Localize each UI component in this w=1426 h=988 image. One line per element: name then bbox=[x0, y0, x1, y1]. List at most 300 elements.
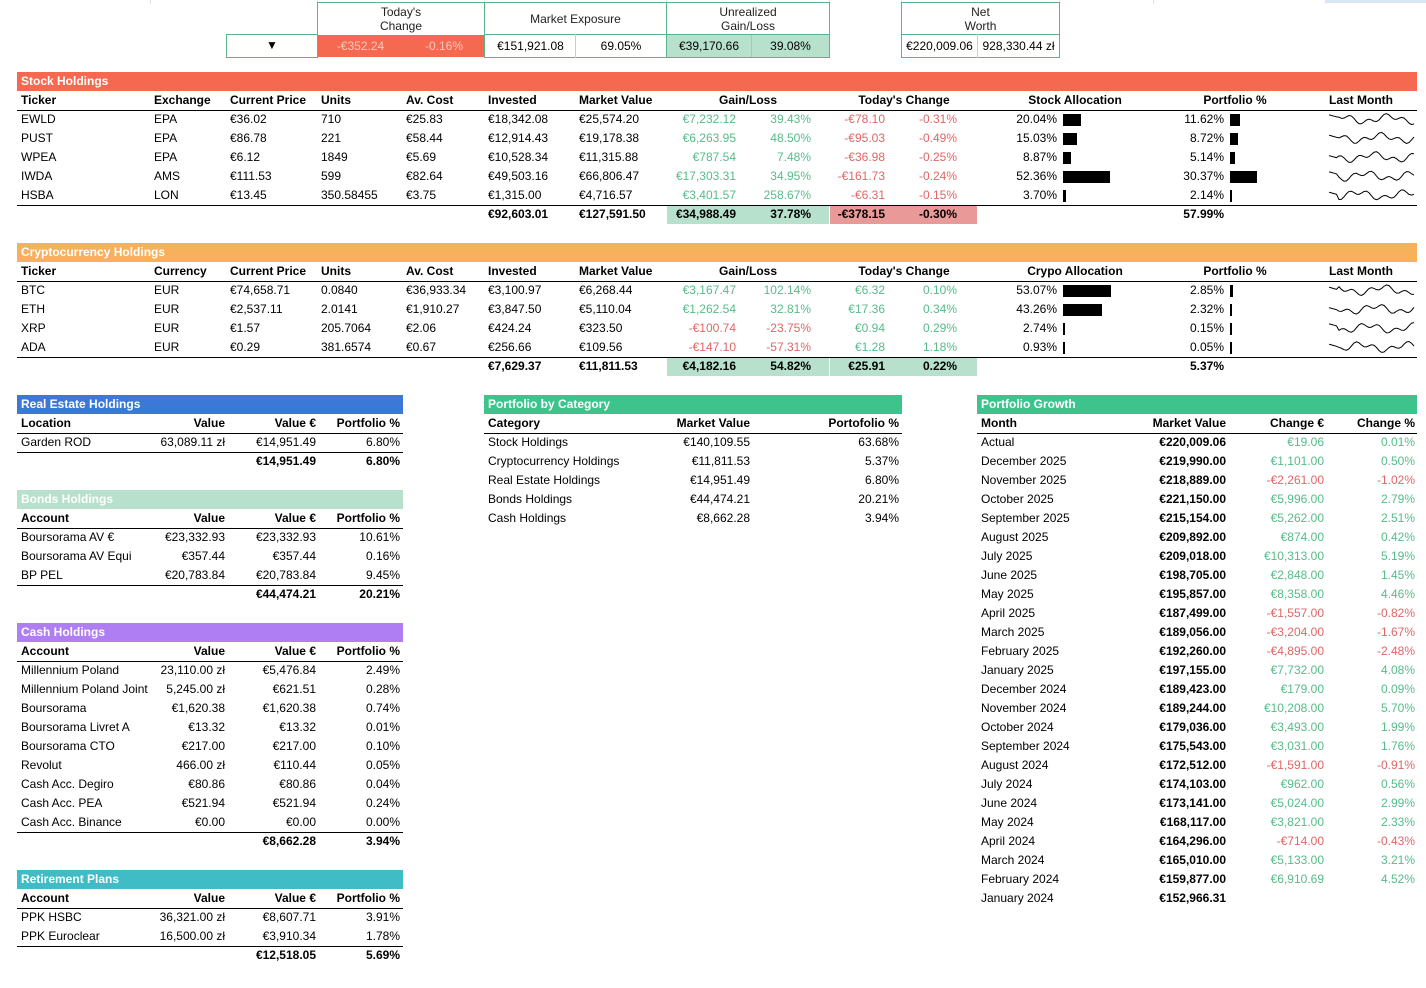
category-value[interactable]: €14,951.49 bbox=[689, 473, 750, 487]
invested-cell[interactable]: €424.24 bbox=[488, 321, 532, 335]
growth-market-value[interactable]: €221,150.00 bbox=[1159, 492, 1226, 506]
market-value-cell[interactable]: €5,110.04 bbox=[579, 302, 632, 316]
growth-month[interactable]: March 2024 bbox=[981, 853, 1045, 867]
growth-change-pct[interactable]: 0.56% bbox=[1380, 777, 1415, 791]
units-cell[interactable]: 221 bbox=[321, 131, 342, 145]
growth-market-value[interactable]: €187,499.00 bbox=[1159, 606, 1226, 620]
col-header[interactable]: Value € bbox=[274, 891, 316, 905]
units-cell[interactable]: 205.7064 bbox=[321, 321, 372, 335]
growth-month[interactable]: August 2024 bbox=[981, 758, 1049, 772]
col-header[interactable]: Today's Change bbox=[858, 93, 950, 107]
col-header[interactable]: Value bbox=[193, 644, 225, 658]
growth-change-pct[interactable]: 2.99% bbox=[1380, 796, 1415, 810]
allocation-cell[interactable]: 0.93% bbox=[1022, 340, 1057, 354]
total-portfolio-pct[interactable]: 5.69% bbox=[365, 948, 400, 962]
value-cell[interactable]: 23,110.00 zł bbox=[160, 663, 225, 677]
market-value-cell[interactable]: €25,574.20 bbox=[579, 112, 640, 126]
value-eur-cell[interactable]: €1,620.38 bbox=[262, 701, 316, 715]
total-portfolio-pct[interactable]: 5.37% bbox=[1189, 359, 1224, 373]
gain-loss-cell[interactable]: €7,232.12 bbox=[682, 112, 736, 126]
growth-market-value[interactable]: €175,543.00 bbox=[1159, 739, 1226, 753]
value-cell[interactable]: €217.00 bbox=[181, 739, 225, 753]
total-market-value[interactable]: €127,591.50 bbox=[579, 207, 646, 221]
units-cell[interactable]: 599 bbox=[321, 169, 342, 183]
todays-change-cell[interactable]: -€95.03 bbox=[844, 131, 885, 145]
account-cell[interactable]: Cash Acc. Binance bbox=[21, 815, 122, 829]
growth-month[interactable]: December 2025 bbox=[981, 454, 1067, 468]
growth-change-pct[interactable]: -2.48% bbox=[1376, 644, 1415, 658]
growth-change-pct[interactable]: 1.99% bbox=[1380, 720, 1415, 734]
avcost-cell[interactable]: €5.69 bbox=[406, 150, 437, 164]
growth-change-eur[interactable]: -€1,557.00 bbox=[1266, 606, 1324, 620]
ticker-cell[interactable]: ETH bbox=[21, 302, 45, 316]
account-cell[interactable]: Boursorama Livret A bbox=[21, 720, 130, 734]
growth-change-eur[interactable]: €5,996.00 bbox=[1270, 492, 1324, 506]
col-header[interactable]: Portofolio % bbox=[828, 416, 899, 430]
market-value-cell[interactable]: €4,716.57 bbox=[579, 188, 633, 202]
net-worth-pln[interactable]: 928,330.44 zł bbox=[982, 39, 1055, 53]
portfolio-pct-cell[interactable]: 0.05% bbox=[365, 758, 400, 772]
allocation-cell[interactable]: 2.74% bbox=[1022, 321, 1057, 335]
portfolio-pct-cell[interactable]: 11.62% bbox=[1184, 112, 1224, 126]
col-header[interactable]: Portfolio % bbox=[336, 416, 400, 430]
allocation-cell[interactable]: 20.04% bbox=[1016, 112, 1057, 126]
ticker-cell[interactable]: ADA bbox=[21, 340, 46, 354]
col-header[interactable]: Ticker bbox=[21, 93, 57, 107]
growth-change-eur[interactable]: €179.00 bbox=[1280, 682, 1324, 696]
value-cell[interactable]: 63,089.11 zł bbox=[160, 435, 225, 449]
col-header[interactable]: Ticker bbox=[21, 264, 57, 278]
todays-change-cell[interactable]: €17.36 bbox=[848, 302, 885, 316]
col-header[interactable]: Portfolio % bbox=[336, 891, 400, 905]
growth-change-pct[interactable]: 2.51% bbox=[1380, 511, 1415, 525]
col-header[interactable]: Month bbox=[981, 416, 1017, 430]
price-cell[interactable]: €2,537.11 bbox=[230, 302, 283, 316]
category-value[interactable]: €44,474.21 bbox=[689, 492, 750, 506]
value-cell[interactable]: €521.94 bbox=[181, 796, 225, 810]
growth-month[interactable]: January 2024 bbox=[981, 891, 1054, 905]
gain-loss-pct-cell[interactable]: 32.81% bbox=[770, 302, 811, 316]
growth-change-pct[interactable]: 0.09% bbox=[1380, 682, 1415, 696]
todays-change-value[interactable]: -€352.24 bbox=[336, 39, 385, 53]
exchange-cell[interactable]: LON bbox=[154, 188, 179, 202]
total-market-value[interactable]: €11,811.53 bbox=[579, 359, 638, 373]
value-cell[interactable]: €13.32 bbox=[188, 720, 225, 734]
growth-change-eur[interactable]: €874.00 bbox=[1280, 530, 1324, 544]
growth-month[interactable]: Actual bbox=[981, 435, 1015, 449]
invested-cell[interactable]: €3,100.97 bbox=[488, 283, 542, 297]
growth-month[interactable]: January 2025 bbox=[981, 663, 1054, 677]
total-portfolio-pct[interactable]: 57.99% bbox=[1183, 207, 1224, 221]
growth-change-pct[interactable] bbox=[1330, 889, 1415, 908]
total-invested[interactable]: €92,603.01 bbox=[488, 207, 549, 221]
todays-change-pct-cell[interactable]: -0.15% bbox=[918, 188, 957, 202]
growth-market-value[interactable]: €168,117.00 bbox=[1159, 815, 1226, 829]
col-header[interactable]: Market Value bbox=[579, 93, 653, 107]
total-todays-change-pct[interactable]: 0.22% bbox=[922, 359, 957, 373]
growth-change-eur[interactable]: €962.00 bbox=[1280, 777, 1324, 791]
col-header[interactable]: Portfolio % bbox=[1203, 93, 1267, 107]
gain-loss-pct-cell[interactable]: 7.48% bbox=[776, 150, 811, 164]
total-gain-loss[interactable]: €34,988.49 bbox=[675, 207, 736, 221]
units-cell[interactable]: 350.58455 bbox=[321, 188, 378, 202]
col-header[interactable]: Account bbox=[21, 644, 69, 658]
account-cell[interactable]: Boursorama bbox=[21, 701, 87, 715]
account-cell[interactable]: PPK HSBC bbox=[21, 910, 82, 924]
price-cell[interactable]: €36.02 bbox=[230, 112, 267, 126]
gain-loss-cell[interactable]: €6,263.95 bbox=[682, 131, 736, 145]
value-cell[interactable]: €357.44 bbox=[181, 549, 225, 563]
growth-month[interactable]: June 2024 bbox=[981, 796, 1038, 810]
avcost-cell[interactable]: €82.64 bbox=[406, 169, 443, 183]
col-header[interactable]: Value bbox=[193, 416, 225, 430]
category-name[interactable]: Stock Holdings bbox=[488, 435, 569, 449]
todays-change-pct-cell[interactable]: 1.18% bbox=[922, 340, 957, 354]
allocation-cell[interactable]: 53.07% bbox=[1016, 283, 1057, 297]
avcost-cell[interactable]: €36,933.34 bbox=[406, 283, 467, 297]
portfolio-pct-cell[interactable]: 0.16% bbox=[365, 549, 400, 563]
growth-change-eur[interactable]: €19.06 bbox=[1287, 435, 1324, 449]
value-eur-cell[interactable]: €621.51 bbox=[272, 682, 316, 696]
invested-cell[interactable]: €10,528.34 bbox=[488, 150, 549, 164]
growth-month[interactable]: February 2024 bbox=[981, 872, 1060, 886]
col-header[interactable]: Location bbox=[21, 416, 71, 430]
value-cell[interactable]: €0.00 bbox=[194, 815, 225, 829]
total-value-eur[interactable]: €44,474.21 bbox=[255, 587, 316, 601]
portfolio-pct-cell[interactable]: 0.74% bbox=[365, 701, 400, 715]
portfolio-pct-cell[interactable]: 2.85% bbox=[1189, 283, 1224, 297]
growth-change-eur[interactable]: -€714.00 bbox=[1276, 834, 1324, 848]
ticker-cell[interactable]: EWLD bbox=[21, 112, 56, 126]
todays-change-cell[interactable]: €6.32 bbox=[854, 283, 885, 297]
col-header[interactable]: Category bbox=[488, 416, 541, 430]
growth-market-value[interactable]: €172,512.00 bbox=[1159, 758, 1226, 772]
price-cell[interactable]: €0.29 bbox=[230, 340, 261, 354]
ticker-cell[interactable]: WPEA bbox=[21, 150, 57, 164]
todays-change-pct-cell[interactable]: 0.29% bbox=[922, 321, 957, 335]
todays-change-pct-cell[interactable]: 0.34% bbox=[922, 302, 957, 316]
total-gain-loss-pct[interactable]: 54.82% bbox=[770, 359, 811, 373]
gain-loss-cell[interactable]: €3,167.47 bbox=[682, 283, 736, 297]
growth-market-value[interactable]: €209,892.00 bbox=[1159, 530, 1226, 544]
avcost-cell[interactable]: €0.67 bbox=[406, 340, 437, 354]
col-header[interactable]: Crypo Allocation bbox=[1027, 264, 1123, 278]
category-pct[interactable]: 63.68% bbox=[858, 435, 899, 449]
ticker-cell[interactable]: HSBA bbox=[21, 188, 54, 202]
growth-change-eur[interactable]: €8,358.00 bbox=[1270, 587, 1324, 601]
growth-change-eur[interactable]: €5,133.00 bbox=[1270, 853, 1324, 867]
col-header[interactable]: Market Value bbox=[676, 416, 750, 430]
growth-market-value[interactable]: €189,056.00 bbox=[1159, 625, 1226, 639]
col-header[interactable]: Value € bbox=[274, 644, 316, 658]
category-value[interactable]: €8,662.28 bbox=[696, 511, 750, 525]
col-header[interactable]: Account bbox=[21, 511, 69, 525]
growth-month[interactable]: December 2024 bbox=[981, 682, 1067, 696]
growth-month[interactable]: May 2025 bbox=[981, 587, 1034, 601]
value-cell[interactable]: €23,332.93 bbox=[164, 530, 225, 544]
portfolio-pct-cell[interactable]: 30.37% bbox=[1183, 169, 1224, 183]
growth-market-value[interactable]: €159,877.00 bbox=[1159, 872, 1226, 886]
value-cell[interactable]: 466.00 zł bbox=[176, 758, 225, 772]
allocation-cell[interactable]: 52.36% bbox=[1016, 169, 1057, 183]
portfolio-pct-cell[interactable]: 2.49% bbox=[365, 663, 400, 677]
growth-market-value[interactable]: €189,423.00 bbox=[1159, 682, 1226, 696]
value-eur-cell[interactable]: €521.94 bbox=[272, 796, 316, 810]
col-header[interactable]: Change % bbox=[1356, 416, 1415, 430]
value-eur-cell[interactable]: €0.00 bbox=[285, 815, 316, 829]
exchange-cell[interactable]: EPA bbox=[154, 112, 178, 126]
todays-change-pct-cell[interactable]: -0.24% bbox=[918, 169, 957, 183]
col-header[interactable]: Value bbox=[193, 511, 225, 525]
growth-change-eur[interactable]: €2,848.00 bbox=[1270, 568, 1324, 582]
todays-change-cell[interactable]: €0.94 bbox=[854, 321, 885, 335]
market-value-cell[interactable]: €6,268.44 bbox=[579, 283, 633, 297]
price-cell[interactable]: €86.78 bbox=[230, 131, 267, 145]
exchange-cell[interactable]: EUR bbox=[154, 340, 180, 354]
growth-market-value[interactable]: €198,705.00 bbox=[1159, 568, 1226, 582]
growth-change-eur[interactable]: €3,493.00 bbox=[1270, 720, 1324, 734]
account-cell[interactable]: Millennium Poland Joint bbox=[21, 682, 148, 696]
growth-market-value[interactable]: €192,260.00 bbox=[1159, 644, 1226, 658]
portfolio-pct-cell[interactable]: 2.14% bbox=[1189, 188, 1224, 202]
portfolio-pct-cell[interactable]: 8.72% bbox=[1189, 131, 1224, 145]
dropdown-arrow-icon[interactable]: ▼ bbox=[266, 38, 278, 52]
value-eur-cell[interactable]: €357.44 bbox=[272, 549, 316, 563]
net-worth-eur[interactable]: €220,009.06 bbox=[906, 39, 973, 53]
col-header[interactable]: Portfolio % bbox=[1203, 264, 1267, 278]
growth-market-value[interactable]: €174,103.00 bbox=[1159, 777, 1226, 791]
ticker-cell[interactable]: XRP bbox=[21, 321, 46, 335]
growth-change-pct[interactable]: -0.91% bbox=[1376, 758, 1415, 772]
category-name[interactable]: Bonds Holdings bbox=[488, 492, 573, 506]
col-header[interactable]: Stock Allocation bbox=[1028, 93, 1122, 107]
invested-cell[interactable]: €18,342.08 bbox=[488, 112, 549, 126]
growth-market-value[interactable]: €209,018.00 bbox=[1159, 549, 1226, 563]
todays-change-cell[interactable]: -€78.10 bbox=[844, 112, 885, 126]
col-header[interactable]: Current Price bbox=[230, 93, 307, 107]
category-pct[interactable]: 5.37% bbox=[864, 454, 899, 468]
allocation-cell[interactable]: 43.26% bbox=[1016, 302, 1057, 316]
todays-change-cell[interactable]: -€6.31 bbox=[850, 188, 885, 202]
value-eur-cell[interactable]: €23,332.93 bbox=[255, 530, 316, 544]
category-value[interactable]: €11,811.53 bbox=[691, 454, 750, 468]
account-cell[interactable]: PPK Euroclear bbox=[21, 929, 100, 943]
growth-month[interactable]: September 2025 bbox=[981, 511, 1070, 525]
account-cell[interactable]: Boursorama AV Equi bbox=[21, 549, 132, 563]
category-pct[interactable]: 3.94% bbox=[864, 511, 899, 525]
growth-market-value[interactable]: €195,857.00 bbox=[1159, 587, 1226, 601]
col-header[interactable]: Portfolio % bbox=[336, 511, 400, 525]
account-cell[interactable]: Boursorama AV € bbox=[21, 530, 115, 544]
gain-loss-pct-cell[interactable]: 48.50% bbox=[770, 131, 811, 145]
growth-month[interactable]: November 2025 bbox=[981, 473, 1067, 487]
todays-change-pct-cell[interactable]: -0.25% bbox=[918, 150, 957, 164]
growth-month[interactable]: October 2024 bbox=[981, 720, 1054, 734]
growth-change-eur[interactable]: €1,101.00 bbox=[1270, 454, 1324, 468]
value-eur-cell[interactable]: €110.44 bbox=[273, 758, 316, 772]
invested-cell[interactable]: €1,315.00 bbox=[488, 188, 542, 202]
ticker-cell[interactable]: PUST bbox=[21, 131, 54, 145]
portfolio-pct-cell[interactable]: 0.10% bbox=[365, 739, 400, 753]
market-exposure-pct[interactable]: 69.05% bbox=[600, 39, 642, 53]
growth-market-value[interactable]: €179,036.00 bbox=[1159, 720, 1226, 734]
growth-change-pct[interactable]: 2.33% bbox=[1380, 815, 1415, 829]
total-portfolio-pct[interactable]: 3.94% bbox=[365, 834, 400, 848]
growth-change-pct[interactable]: 3.21% bbox=[1380, 853, 1415, 867]
growth-change-pct[interactable]: -1.02% bbox=[1376, 473, 1415, 487]
exchange-cell[interactable]: AMS bbox=[154, 169, 181, 183]
col-header[interactable]: Value € bbox=[274, 511, 316, 525]
exchange-cell[interactable]: EUR bbox=[154, 302, 180, 316]
total-value-eur[interactable]: €8,662.28 bbox=[262, 834, 316, 848]
growth-change-pct[interactable]: -0.82% bbox=[1376, 606, 1415, 620]
col-header[interactable]: Market Value bbox=[579, 264, 653, 278]
growth-change-pct[interactable]: 0.42% bbox=[1380, 530, 1415, 544]
portfolio-pct-cell[interactable]: 0.04% bbox=[365, 777, 400, 791]
portfolio-pct-cell[interactable]: 3.91% bbox=[365, 910, 400, 924]
allocation-cell[interactable]: 8.87% bbox=[1022, 150, 1057, 164]
portfolio-pct-cell[interactable]: 2.32% bbox=[1189, 302, 1224, 316]
portfolio-pct-cell[interactable]: 9.45% bbox=[365, 568, 400, 582]
growth-change-eur[interactable]: €5,024.00 bbox=[1270, 796, 1324, 810]
growth-month[interactable]: July 2024 bbox=[981, 777, 1033, 791]
growth-market-value[interactable]: €220,009.06 bbox=[1159, 435, 1226, 449]
account-cell[interactable]: BP PEL bbox=[21, 568, 63, 582]
growth-change-eur[interactable]: €6,910.69 bbox=[1270, 872, 1324, 886]
col-header[interactable]: Change € bbox=[1269, 416, 1324, 430]
growth-market-value[interactable]: €215,154.00 bbox=[1159, 511, 1226, 525]
portfolio-pct-cell[interactable]: 0.24% bbox=[365, 796, 400, 810]
value-cell[interactable]: €20,783.84 bbox=[164, 568, 225, 582]
growth-change-pct[interactable]: 5.19% bbox=[1380, 549, 1415, 563]
portfolio-pct-cell[interactable]: 6.80% bbox=[365, 435, 400, 449]
account-cell[interactable]: Cash Acc. Degiro bbox=[21, 777, 114, 791]
col-header[interactable]: Portfolio % bbox=[336, 644, 400, 658]
unrealized-pct[interactable]: 39.08% bbox=[770, 39, 811, 53]
growth-change-eur[interactable]: €5,262.00 bbox=[1270, 511, 1324, 525]
col-header[interactable]: Last Month bbox=[1329, 93, 1393, 107]
value-eur-cell[interactable]: €20,783.84 bbox=[255, 568, 316, 582]
invested-cell[interactable]: €12,914.43 bbox=[488, 131, 549, 145]
total-todays-change[interactable]: -€378.15 bbox=[837, 207, 885, 221]
value-eur-cell[interactable]: €13.32 bbox=[279, 720, 316, 734]
price-cell[interactable]: €1.57 bbox=[230, 321, 261, 335]
col-header[interactable]: Invested bbox=[488, 264, 537, 278]
units-cell[interactable]: 1849 bbox=[321, 150, 348, 164]
value-eur-cell[interactable]: €3,910.34 bbox=[262, 929, 316, 943]
gain-loss-cell[interactable]: -€147.10 bbox=[688, 340, 736, 354]
value-cell[interactable]: 36,321.00 zł bbox=[159, 910, 225, 924]
growth-market-value[interactable]: €189,244.00 bbox=[1159, 701, 1226, 715]
portfolio-pct-cell[interactable]: 0.01% bbox=[365, 720, 400, 734]
growth-change-pct[interactable]: 4.08% bbox=[1380, 663, 1415, 677]
gain-loss-cell[interactable]: €1,262.54 bbox=[682, 302, 736, 316]
col-header[interactable]: Units bbox=[321, 264, 351, 278]
col-header[interactable]: Currency bbox=[154, 264, 207, 278]
value-cell[interactable]: €1,620.38 bbox=[171, 701, 225, 715]
gain-loss-pct-cell[interactable]: 34.95% bbox=[770, 169, 811, 183]
portfolio-pct-cell[interactable]: 0.28% bbox=[365, 682, 400, 696]
growth-month[interactable]: April 2025 bbox=[981, 606, 1036, 620]
total-todays-change[interactable]: €25.91 bbox=[848, 359, 885, 373]
exchange-cell[interactable]: EUR bbox=[154, 321, 180, 335]
value-cell[interactable]: 5,245.00 zł bbox=[166, 682, 225, 696]
growth-change-pct[interactable]: 5.70% bbox=[1380, 701, 1415, 715]
invested-cell[interactable]: €3,847.50 bbox=[488, 302, 542, 316]
growth-month[interactable]: October 2025 bbox=[981, 492, 1054, 506]
gain-loss-cell[interactable]: €17,303.31 bbox=[675, 169, 736, 183]
growth-change-pct[interactable]: -0.43% bbox=[1376, 834, 1415, 848]
avcost-cell[interactable]: €2.06 bbox=[406, 321, 437, 335]
account-cell[interactable]: Revolut bbox=[21, 758, 62, 772]
gain-loss-pct-cell[interactable]: -23.75% bbox=[766, 321, 811, 335]
col-header[interactable]: Value € bbox=[274, 416, 316, 430]
ticker-cell[interactable]: IWDA bbox=[21, 169, 53, 183]
col-header[interactable]: Today's Change bbox=[858, 264, 950, 278]
units-cell[interactable]: 381.6574 bbox=[321, 340, 372, 354]
units-cell[interactable]: 0.0840 bbox=[321, 283, 358, 297]
account-cell[interactable]: Boursorama CTO bbox=[21, 739, 115, 753]
avcost-cell[interactable]: €3.75 bbox=[406, 188, 437, 202]
market-value-cell[interactable]: €19,178.38 bbox=[579, 131, 640, 145]
growth-market-value[interactable]: €218,889.00 bbox=[1159, 473, 1226, 487]
gain-loss-pct-cell[interactable]: 102.14% bbox=[763, 283, 811, 297]
growth-change-eur[interactable]: -€2,261.00 bbox=[1266, 473, 1324, 487]
total-portfolio-pct[interactable]: 6.80% bbox=[365, 454, 400, 468]
market-exposure-value[interactable]: €151,921.08 bbox=[497, 39, 564, 53]
category-name[interactable]: Cryptocurrency Holdings bbox=[488, 454, 620, 468]
total-gain-loss[interactable]: €4,182.16 bbox=[682, 359, 736, 373]
growth-market-value[interactable]: €197,155.00 bbox=[1159, 663, 1226, 677]
portfolio-pct-cell[interactable]: 0.05% bbox=[1189, 340, 1224, 354]
col-header[interactable]: Exchange bbox=[154, 93, 211, 107]
growth-change-eur[interactable]: €3,821.00 bbox=[1270, 815, 1324, 829]
growth-change-eur[interactable]: €10,208.00 bbox=[1263, 701, 1324, 715]
portfolio-pct-cell[interactable]: 1.78% bbox=[365, 929, 400, 943]
invested-cell[interactable]: €256.66 bbox=[488, 340, 532, 354]
growth-change-pct[interactable]: 2.79% bbox=[1380, 492, 1415, 506]
unrealized-value[interactable]: €39,170.66 bbox=[678, 39, 740, 53]
growth-change-pct[interactable]: 4.46% bbox=[1380, 587, 1415, 601]
value-eur-cell[interactable]: €8,607.71 bbox=[262, 910, 316, 924]
allocation-cell[interactable]: 3.70% bbox=[1022, 188, 1057, 202]
gain-loss-cell[interactable]: -€100.74 bbox=[688, 321, 736, 335]
price-cell[interactable]: €74,658.71 bbox=[230, 283, 291, 297]
account-cell[interactable]: Cash Acc. PEA bbox=[21, 796, 103, 810]
col-header[interactable]: Value bbox=[193, 891, 225, 905]
growth-market-value[interactable]: €152,966.31 bbox=[1159, 891, 1226, 905]
exchange-cell[interactable]: EUR bbox=[154, 283, 180, 297]
growth-month[interactable]: May 2024 bbox=[981, 815, 1034, 829]
growth-month[interactable]: April 2024 bbox=[981, 834, 1036, 848]
avcost-cell[interactable]: €58.44 bbox=[406, 131, 443, 145]
total-value-eur[interactable]: €14,951.49 bbox=[255, 454, 316, 468]
value-cell[interactable]: €80.86 bbox=[188, 777, 225, 791]
growth-change-eur[interactable]: €10,313.00 bbox=[1263, 549, 1324, 563]
growth-change-pct[interactable]: 0.50% bbox=[1380, 454, 1415, 468]
growth-change-eur[interactable]: €7,732.00 bbox=[1270, 663, 1324, 677]
market-value-cell[interactable]: €323.50 bbox=[579, 321, 623, 335]
growth-change-pct[interactable]: 1.45% bbox=[1380, 568, 1415, 582]
todays-change-pct[interactable]: -0.16% bbox=[424, 39, 464, 53]
growth-change-eur[interactable]: -€4,895.00 bbox=[1266, 644, 1324, 658]
growth-change-pct[interactable]: 4.52% bbox=[1380, 872, 1415, 886]
value-eur-cell[interactable]: €80.86 bbox=[279, 777, 316, 791]
col-header[interactable]: Last Month bbox=[1329, 264, 1393, 278]
growth-month[interactable]: July 2025 bbox=[981, 549, 1033, 563]
col-header[interactable]: Gain/Loss bbox=[718, 264, 777, 278]
portfolio-pct-cell[interactable]: 10.61% bbox=[359, 530, 400, 544]
